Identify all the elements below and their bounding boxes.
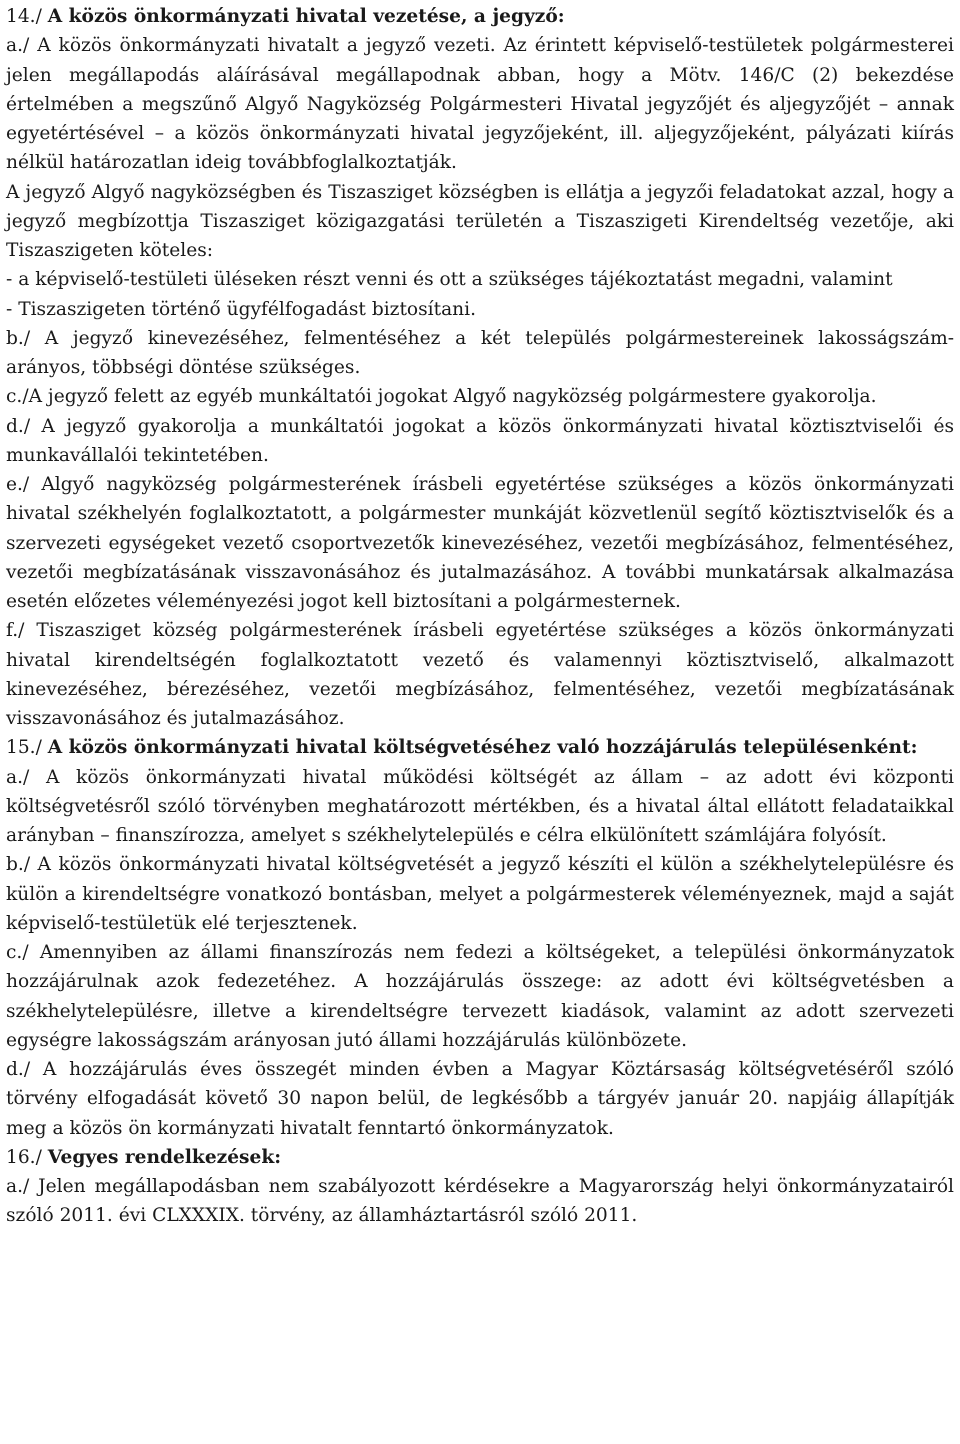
- section-14-paragraph-a: a./ A közös önkormányzati hivatalt a jegyző vezeti. Az érintett képviselő-testületek polgármesterei jelen megállapodás aláírásával megállapodnak abban, hogy a Mötv. 146/C (2) bekezdése értelmében a megszűnő Algyő Nagyközség Polgármesteri Hivatal jegyzőjét és aljegyzőjét – annak egyetértésével – a közös önkormányzati hivatal jegyzőjeként, ill. aljegyzőjeként, pályázati kiírás nélkül határozatlan ideig továbbfoglalkoztatják.: [6, 35, 954, 174]
- section-14-heading: [6, 2, 954, 31]
- section-16-title: Vegyes rendelkezések:: [47, 1146, 282, 1168]
- section-14-list-item-2: - Tiszaszigeten történő ügyfélfogadást biztosítani.: [6, 298, 477, 320]
- section-14-list-item-1: - a képviselő-testületi üléseken részt venni és ott a szükséges tájékoztatást megadni, valamint: [6, 269, 893, 291]
- section-15-paragraph-b: b./ A közös önkormányzati hivatal költségvetését a jegyző készíti el külön a székhelytelepülésre és külön a kirendeltségre vonatkozó bontásban, melyet a polgármesterek véleményeznek, majd a saját képviselő-testületük elé terjesztenek.: [6, 854, 954, 934]
- section-14-paragraph-e: e./ Algyő nagyközség polgármesterének írásbeli egyetértése szükséges a közös önkormányzati hivatal székhelyén foglalkoztatott, a polgármester munkáját közvetlenül segítő köztisztviselők és a szervezeti egységeket vezető csoportvezetők kinevezéséhez, vezetői megbízásához, felmentéséhez, vezetői megbízatásának visszavonásához és jutalmazásához. A további munkatársak alkalmazása esetén előzetes véleményezési jogot kell biztosítani a polgármesternek.: [6, 474, 954, 612]
- section-14-paragraph-d: d./ A jegyző gyakorolja a munkáltatói jogokat a közös önkormányzati hivatal köztisztviselői és munkavállalói tekintetében.: [6, 415, 954, 466]
- section-15-heading: [6, 733, 954, 762]
- section-15-title: A közös önkormányzati hivatal költségvetéséhez való hozzájárulás településenként:: [47, 737, 918, 759]
- section-14-title: A közös önkormányzati hivatal vezetése, a jegyző:: [47, 6, 565, 27]
- section-14-paragraph-b: b./ A jegyző kinevezéséhez, felmentéséhez a két település polgármestereinek lakosságszám-arányos, többségi döntése szükséges.: [6, 327, 954, 378]
- section-16-heading: [6, 1143, 954, 1172]
- section-14-paragraph-f: f./ Tiszasziget község polgármesterének írásbeli egyetértése szükséges a közös önkormányzati hivatal kirendeltségén foglalkoztatott vezető és valamennyi köztisztviselő, alkalmazott kinevezéséhez, bérezéséhez, vezetői megbízásához, felmentéséhez, vezetői megbízatásának visszavonásához és jutalmazásához.: [6, 620, 954, 729]
- section-15-paragraph-c: c./ Amennyiben az állami finanszírozás nem fedezi a költségeket, a települési önkormányzatok hozzájárulnak azok fedezetéhez. A hozzájárulás összege: az adott évi költségvetésben a székhelytelepülésre, illetve a kirendeltségre tervezett kiadások, valamint az adott szervezeti egységre lakosságszám arányosan jutó állami hozzájárulás különbözete.: [6, 942, 954, 1051]
- section-16-paragraph-a: a./ Jelen megállapodásban nem szabályozott kérdésekre a Magyarország helyi önkormányzatairól szóló 2011. évi CLXXXIX. törvény, az államháztartásról szóló 2011.: [6, 1176, 954, 1227]
- section-16-number: 16./: [6, 1146, 42, 1168]
- section-14-paragraph-jegyzo: A jegyző Algyő nagyközségben és Tiszasziget községben is ellátja a jegyzői feladatokat azzal, hogy a jegyző megbízottja Tiszasziget közigazgatási területén a Tiszaszigeti Kirendeltség vezetője, aki Tiszaszigeten köteles:: [6, 181, 954, 261]
- section-15-paragraph-d: d./ A hozzájárulás éves összegét minden évben a Magyar Köztársaság költségvetéséről szóló törvény elfogadását követő 30 napon belül, de legkésőbb a tárgyév január 20. napjáig állapítják meg a közös ön kormányzati hivatalt fenntartó önkormányzatok.: [6, 1059, 954, 1139]
- section-15-number: 15./: [6, 737, 42, 759]
- section-14-paragraph-c: c./A jegyző felett az egyéb munkáltatói jogokat Algyő nagyközség polgármestere gyakorolja.: [6, 386, 877, 408]
- section-14-number: 14./: [6, 6, 42, 27]
- section-15-paragraph-a: a./ A közös önkormányzati hivatal működési költségét az állam – az adott évi központi költségvetésről szóló törvényben meghatározott mértékben, és a hivatal által ellátott feladataikkal arányban – finanszírozza, amelyet s székhelytelepülés e célra elkülönített számlájára folyósít.: [6, 766, 954, 846]
